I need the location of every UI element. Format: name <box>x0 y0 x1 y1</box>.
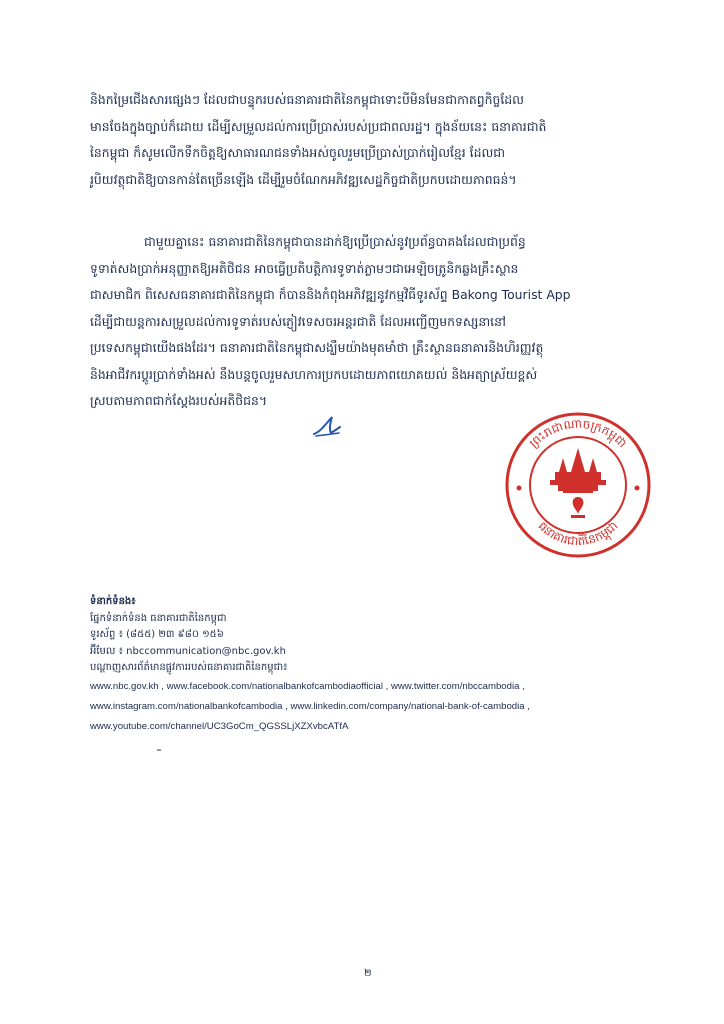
signature-mark <box>312 414 342 440</box>
text-line: រូបិយវត្ថុជាតិឱ្យបានកាន់តែច្រើនឡើង ដើម្បីរួមចំណែកអភិវឌ្ឍសេដ្ឋកិច្ចជាតិប្រកបដោយភាពធន់។ <box>90 171 517 187</box>
text-line: ស្របតាមភាពជាក់ស្តែងរបស់អតិថិជន។ <box>90 393 268 408</box>
text-line: ប្រទេសកម្ពុជាយើងផងដែរ។ ធនាគារជាតិនៃកម្ពុជាសង្ឃឹមយ៉ាងមុតមាំថា គ្រឹះស្ថានធនាគារនិងហិរញ្ញវត្ថុ <box>90 340 544 355</box>
text-line: ទូទាត់សងប្រាក់អនុញ្ញាតឱ្យអតិថិជន អាចធ្វើប្រតិបត្តិការទូទាត់ភ្លាមៗជាអេឡិចត្រូនិកឆ្លងគ្រឹះស្ថាន <box>90 260 519 276</box>
official-seal <box>503 410 653 560</box>
contact-department: ផ្នែកទំនាក់ទំនង ធនាគារជាតិនៃកម្ពុជា <box>90 612 227 624</box>
paragraph-bakong <box>90 229 650 415</box>
contact-links-line[interactable]: www.instagram.com/nationalbankofcambodia , www.linkedin.com/company/national-bank-of-cambodia , <box>90 700 530 712</box>
text-line: នៃកម្ពុជា ក៏សូមលើកទឹកចិត្តឱ្យសាធារណជនទាំងអស់ចូលរួមប្រើប្រាស់ប្រាក់រៀលខ្មែរ ដែលជា <box>90 145 506 160</box>
page-number: ២ <box>364 968 372 979</box>
contact-phone: ទូរស័ព្ទ ៖ (៨៥៥) ២៣ ៩៨០ ១៥៦ <box>90 629 224 641</box>
contact-channels-label: បណ្តាញសារព័ត៌មានផ្លូវការរបស់ធនាគារជាតិនៃកម្ពុជា៖ <box>90 662 288 674</box>
contact-links-line[interactable]: www.nbc.gov.kh , www.facebook.com/nationalbankofcambodiaofficial , www.twitter.com/nbccambodia , <box>90 680 525 692</box>
contact-links-line[interactable]: www.youtube.com/channel/UC3GoCm_QGSSLjXZXvbcATfA <box>90 720 349 732</box>
text-line: មានចែងក្នុងច្បាប់ក៏ដោយ ដើម្បីសម្រួលដល់ការប្រើប្រាស់របស់ប្រជាពលរដ្ឋ។ ក្នុងន័យនេះ ធនាគារជាតិ <box>90 118 547 134</box>
text-line: និងកម្រៃជើងសារផ្សេងៗ ដែលជាបន្ទុករបស់ធនាគារជាតិនៃកម្ពុជាទោះបីមិនមែនជាកាតព្វកិច្ចដែល <box>90 92 524 107</box>
text-line: ជាសមាជិក ពិសេសធនាគារជាតិនៃកម្ពុជា ក៏បាននិងកំពុងអភិវឌ្ឍនូវកម្មវិធីទូរស័ព្ទ Bakong Tourist App <box>90 287 571 302</box>
text-line: ដើម្បីជាយន្តការសម្រួលដល់ការទូទាត់របស់ភ្ញៀវទេសចរអន្តរជាតិ ដែលអញ្ជើញមកទស្សនានៅ <box>90 313 506 329</box>
text-line: និងអាជីវករប្តូរប្រាក់ទាំងអស់ នឹងបន្តចូលរួមសហការប្រកបដោយភាពយោគយល់ និងអត្យាស្រ័យខ្ពស់ <box>90 366 538 382</box>
svg-text:ព្រះរាជាណាចក្រកម្ពុជា: ព្រះរាជាណាចក្រកម្ពុជា <box>526 416 630 451</box>
scan-speck <box>157 749 161 751</box>
contact-email[interactable]: អ៊ីមែល ៖ nbccommunication@nbc.gov.kh <box>90 645 286 657</box>
contact-block <box>90 594 560 737</box>
contact-heading: ទំនាក់ទំនង៖ <box>90 596 136 607</box>
svg-text:ធនាគារជាតិនៃកម្ពុជា: ធនាគារជាតិនៃកម្ពុជា <box>535 518 621 549</box>
text-line: ជាមួយគ្នានេះ ធនាគារជាតិនៃកម្ពុជាបានដាក់ឱ្យប្រើប្រាស់នូវប្រព័ន្ធបាគងដែលជាប្រព័ន្ធ <box>144 234 526 249</box>
paragraph-continuation <box>90 87 650 193</box>
